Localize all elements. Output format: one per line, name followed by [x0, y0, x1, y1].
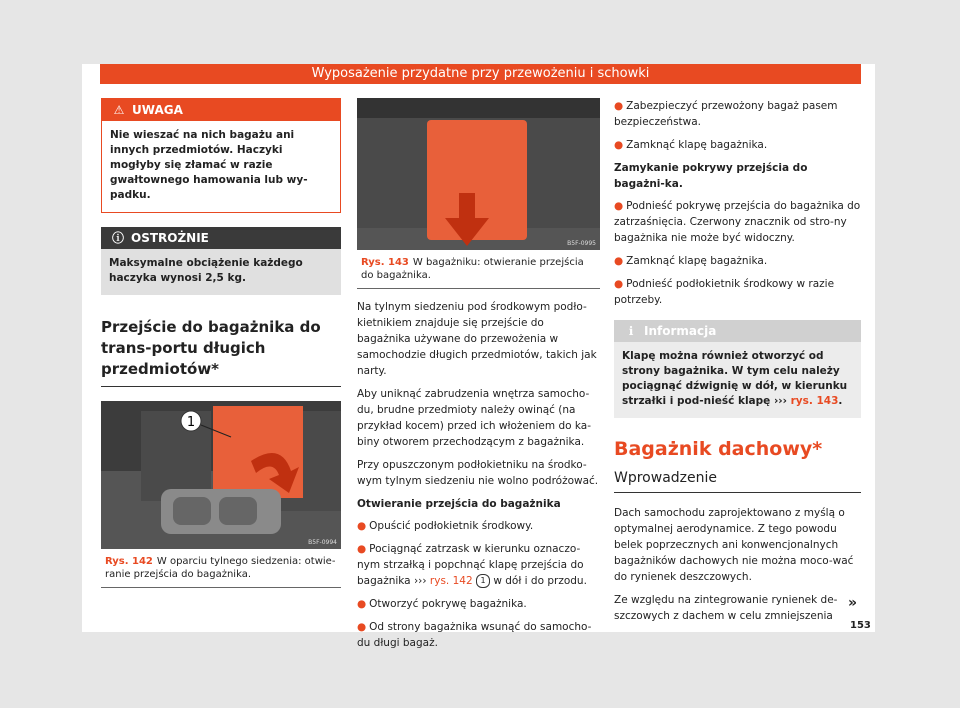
page-header: Wyposażenie przydatne przy przewożeniu i schowki [100, 64, 861, 84]
continue-marker: » [848, 595, 858, 611]
figure-caption: Rys. 143 W bagażniku: otwieranie przejścia do bagażnika. [357, 250, 600, 289]
seat-illustration [101, 401, 341, 549]
list-item: ● Podnieść podłokietnik środkowy w razie potrzeby. [614, 278, 835, 306]
trunk-illustration [357, 98, 600, 250]
figure-caption: Rys. 142 W oparciu tylnego siedzenia: otwie-ranie przejścia do bagażnika. [101, 549, 341, 588]
caution-text: Maksymalne obciążenie każdego haczyka wynosi 2,5 kg. [101, 249, 341, 295]
paragraph: Przy opuszczonym podłokietniku na środko-wym tylnym siedzeniu nie wolno podróżować. [357, 459, 599, 487]
paragraph: Ze względu na zintegrowanie rynienek de-szczowych z dachem w celu zmniejszenia [614, 594, 838, 622]
column-2 [357, 98, 600, 658]
callout-number: 1 [476, 574, 490, 588]
figure-link[interactable]: rys. 143 [790, 395, 839, 407]
info-box [614, 320, 861, 418]
info-circle-icon: ⓘ [111, 231, 124, 245]
subheading: Zamykanie pokrywy przejścia do bagażni-ka. [614, 162, 808, 190]
figure-code: B5F-0995 [567, 240, 596, 247]
list-item: ● Zamknąć klapę bagażnika. [614, 255, 768, 267]
column-3 [614, 98, 861, 631]
list-item: ● Opuścić podłokietnik środkowy. [357, 520, 534, 532]
figure-142 [101, 401, 341, 549]
list-item: ● Od strony bagażnika wsunąć do samocho-du długi bagaż. [357, 621, 592, 649]
chapter-title: Bagażnik dachowy* [614, 438, 823, 460]
warning-text: Nie wieszać na nich bagażu ani innych przedmiotów. Haczyki mogłyby się złamać w razie gwałtownego hamowania lub wy-padku. [110, 129, 308, 201]
warning-header: ⚠ UWAGA [102, 99, 340, 121]
list-item: ● Pociągnąć zatrzask w kierunku oznaczo-nym strzałką i popchnąć klapę przejścia do bagażnika ››› rys. 142 1 w dół i do przodu. [357, 543, 587, 587]
page-number: 153 [850, 620, 871, 631]
info-text: Klapę można również otworzyć od strony bagażnika. W tym celu należy pociągnąć dźwignię w dół, w kierunku strzałki i pod-nieść klapę ››› rys. 143. [614, 342, 861, 418]
list-item: ● Zabezpieczyć przewożony bagaż pasem bezpieczeństwa. [614, 100, 838, 128]
info-icon: ℹ [628, 324, 634, 338]
figure-143 [357, 98, 600, 250]
caution-header: ⓘ OSTROŻNIE [101, 227, 341, 249]
list-item: ● Podnieść pokrywę przejścia do bagażnika do zatrzaśnięcia. Czerwony znacznik od stro-ny bagażnika nie może być widoczny. [614, 200, 861, 244]
paragraph: Na tylnym siedzeniu pod środkowym podło-kietnikiem znajduje się przejście do bagażnika używane do przewożenia w samochodzie długich przedmiotów, takich jak narty. [357, 301, 597, 377]
caution-box [101, 227, 341, 295]
figure-code: B5F-0994 [308, 539, 337, 546]
info-header: ℹ Informacja [614, 320, 861, 342]
list-item: ● Zamknąć klapę bagażnika. [614, 139, 768, 151]
column-1 [101, 98, 341, 588]
callout-1: 1 [186, 415, 196, 430]
paragraph: Aby uniknąć zabrudzenia wnętrza samocho-du, brudne przedmioty należy owinąć (na przykład kocem) przed ich włożeniem do ka-biny otworem przechodzącym z bagażnika. [357, 388, 591, 448]
figure-link[interactable]: rys. 142 [429, 575, 473, 587]
paragraph: Dach samochodu zaprojektowano z myślą o optymalnej aerodynamice. Z tego powodu belek poprzecznych ani konwencjonalnych bagażników dachowych nie można moco-wać do rynienek deszczowych. [614, 507, 854, 583]
warning-icon: ⚠ [113, 103, 125, 117]
section-title: Przejście do bagażnika do trans-portu długich przedmiotów* [101, 317, 341, 387]
warning-box [101, 98, 341, 213]
section-subtitle: Wprowadzenie [614, 470, 861, 493]
subheading: Otwieranie przejścia do bagażnika [357, 498, 561, 510]
list-item: ● Otworzyć pokrywę bagażnika. [357, 598, 527, 610]
